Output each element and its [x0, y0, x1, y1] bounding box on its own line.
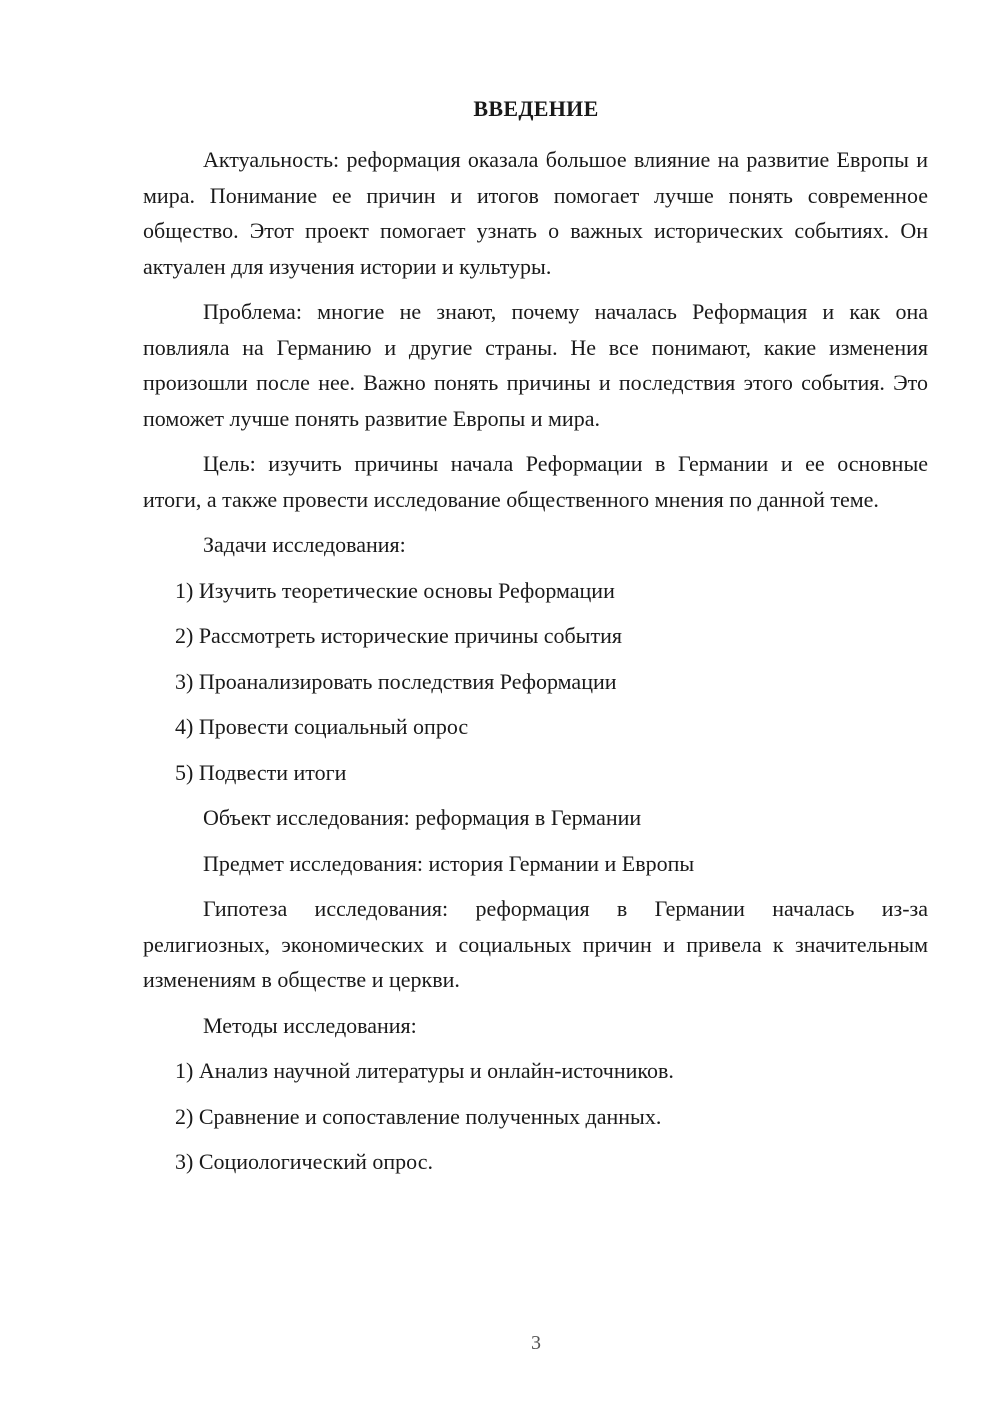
relevance-paragraph: Актуальность: реформация оказала большое влияние на развитие Европы и мира. Понимание ее причин и итогов помогает лучше понять современное общество. Этот проект помогает узнать о важных исторических событиях. Он актуален для изучения истории и культуры.: [143, 147, 928, 279]
method-item: 1) Анализ научной литературы и онлайн-источников.: [175, 1058, 674, 1083]
task-item: 3) Проанализировать последствия Реформации: [175, 668, 617, 694]
task-item: 1) Изучить теоретические основы Реформации: [175, 577, 615, 603]
page-title: ВВЕДЕНИЕ: [473, 96, 599, 121]
method-item: 3) Социологический опрос.: [175, 1149, 433, 1174]
problem-paragraph: Проблема: многие не знают, почему началась Реформация и как она повлияла на Германию и другие страны. Не все понимают, какие изменения произошли после нее. Важно понять причины и последствия этого события. Это поможет лучше понять развитие Европы и мира.: [143, 299, 928, 431]
method-item: 2) Сравнение и сопоставление полученных данных.: [175, 1103, 662, 1129]
object-line: Объект исследования: реформация в Германии: [203, 805, 642, 830]
hypothesis-paragraph: Гипотеза исследования: реформация в Германии началась из-за религиозных, экономических и социальных причин и привела к значительным изменениям в обществе и церкви.: [143, 896, 928, 992]
task-item: 2) Рассмотреть исторические причины события: [175, 623, 622, 648]
task-item: 5) Подвести итоги: [175, 759, 347, 785]
document-body: [143, 142, 928, 1190]
subject-line: Предмет исследования: история Германии и Европы: [203, 850, 695, 876]
tasks-heading: Задачи исследования:: [203, 532, 406, 557]
goal-paragraph: Цель: изучить причины начала Реформации в Германии и ее основные итоги, а также провести исследование общественного мнения по данной теме.: [143, 451, 928, 512]
task-item: 4) Провести социальный опрос: [175, 714, 469, 739]
page-number: 3: [531, 1332, 541, 1354]
methods-heading: Методы исследования:: [203, 1012, 417, 1038]
